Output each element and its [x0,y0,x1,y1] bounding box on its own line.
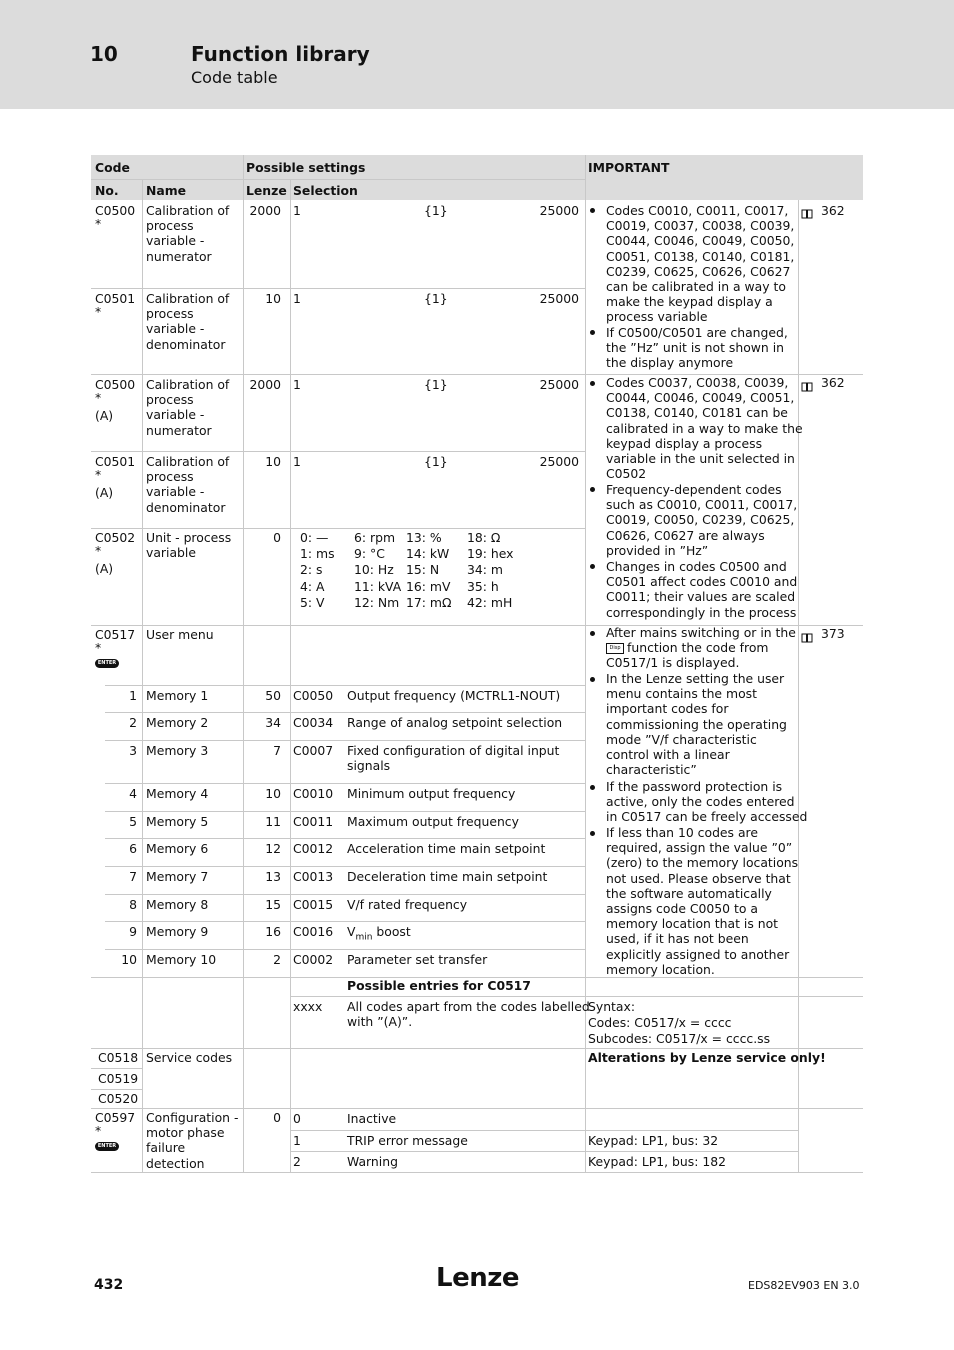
imp2-b2: C0019, C0050, C0239, C0625, [606,512,795,528]
memory-name: Memory 3 [146,743,209,758]
imp1-text2: the display anymore [606,355,734,371]
rule [142,179,143,200]
rule [142,200,143,1172]
c0597-name: motor phase [146,1125,225,1141]
header-possible: Possible settings [246,160,366,175]
c0500-name: numerator [146,248,212,264]
memory-lenze: 12 [265,841,281,856]
memory-desc: Minimum output frequency [347,786,516,801]
c0500a-mid: {1} [424,377,448,392]
c0517-b4: required, assign the value ”0” [606,840,793,856]
memory-desc: Maximum output frequency [347,814,519,829]
c0502-star: * [95,543,102,558]
c0517-b2: characteristic” [606,762,697,778]
c0517-star: * [95,640,102,655]
imp2-b3: C0501 affect codes C0010 and [606,574,798,590]
memory-name: Memory 1 [146,688,209,703]
bullet-icon [590,831,595,836]
c0501-max: 25000 [539,291,579,306]
memory-code: C0016 [293,924,334,939]
syntax-text: Subcodes: C0517/x = cccc.ss [588,1030,771,1046]
memory-desc: V/f rated frequency [347,897,468,912]
possible-xxxx-desc: with ”(A)”. [347,1014,413,1030]
c0500-star: * [95,216,102,231]
rule [105,838,585,839]
c0502-lenze: 0 [273,530,281,545]
c0500a-min: 1 [293,377,301,392]
bullet-icon [590,564,595,569]
memory-desc: Parameter set transfer [347,952,488,967]
disp-key-icon: Disp [606,643,624,654]
unit-option: 0: — [300,530,329,545]
c0517-b4: memory location that is not [606,916,779,932]
rule [243,200,244,1172]
c0597-name: failure [146,1140,186,1156]
c0500-name: process [146,218,194,234]
page-subtitle: Code table [191,68,278,87]
rule [91,179,585,180]
c0517-b3: If the password protection is [606,779,783,794]
imp2-b3: correspondingly in the process [606,604,797,620]
memory-no: 5 [129,814,137,829]
c0517-b3: active, only the codes entered [606,794,795,810]
imp2-b1: calibrated in a way to make the [606,420,803,436]
c0502-name: Unit - process [146,530,232,545]
rule [105,712,585,713]
c0517-b2: control with a linear [606,747,730,762]
rule [798,200,799,1172]
imp1-text2: the ”Hz” unit is not shown in [606,340,784,356]
unit-option: 34: m [467,562,503,578]
option-label: Inactive [347,1111,397,1126]
memory-code: C0013 [293,869,334,884]
rule [585,200,586,1172]
c0501-code: C0501 [95,291,136,306]
c0501a-ab: (A) [95,485,114,500]
bullet-icon [590,330,595,335]
page-number: 432 [94,1277,124,1293]
memory-code: C0034 [293,715,334,730]
c0500a-lenze: 2000 [249,377,281,392]
memory-lenze: 2 [273,952,281,967]
page-title: Function library [191,42,370,66]
rule [290,1151,798,1152]
bullet-icon [590,381,595,386]
book-icon [801,204,813,214]
c0501a-star: * [95,467,102,482]
rule [290,1130,798,1131]
memory-lenze: 7 [273,743,281,758]
c0501-name: process [146,306,194,322]
memory-no: 6 [129,841,137,856]
c0500-name: Calibration of [146,203,230,218]
c0500a-name: process [146,392,194,408]
c0501a-name: denominator [146,499,226,515]
rule [105,811,585,812]
c0500-code: C0500 [95,203,136,218]
memory-desc: signals [347,758,391,774]
rule [585,155,586,200]
memory-name: Memory 5 [146,814,209,829]
unit-option: 12: Nm [354,594,400,610]
c0501-mid: {1} [424,291,448,306]
memory-no: 8 [129,897,137,912]
possible-xxxx-desc: All codes apart from the codes labelled [347,999,590,1014]
c0517-code: C0517 [95,627,136,642]
rule [91,451,585,452]
header-no: No. [95,183,119,198]
c0501a-name: variable - [146,484,205,500]
unit-option: 42: mH [467,594,513,610]
c0500-min: 1 [293,203,301,218]
unit-option: 9: °C [354,546,385,562]
c0501-name: denominator [146,336,226,352]
memory-desc: $V_{min}$ boost [347,924,411,943]
header-selection: Selection [293,183,358,198]
c0517-b2: important codes for [606,701,729,717]
rule [91,1048,863,1049]
memory-lenze: 50 [265,688,281,703]
c0500a-code: C0500 [95,377,136,392]
c0517-ref: 373 [821,626,845,641]
memory-desc: Fixed configuration of digital input [347,743,560,758]
rule [105,783,585,784]
memory-name: Memory 9 [146,924,209,939]
unit-option: 19: hex [467,546,514,562]
service-code: C0518 [98,1050,139,1065]
c0517-b4: the software automatically [606,885,772,901]
bullet-icon [590,631,595,636]
memory-lenze: 11 [265,814,281,829]
c0502-ab: (A) [95,561,114,576]
memory-desc: Deceleration time main setpoint [347,869,548,884]
imp2-b1: variable in the unit selected in [606,451,795,466]
memory-code: C0010 [293,786,334,801]
imp1-text: C0019, C0037, C0038, C0039, [606,218,795,234]
possible-entries-head: Possible entries for C0517 [347,978,531,993]
imp2-b1: C0044, C0046, C0049, C0051, [606,390,795,406]
memory-desc: Range of analog setpoint selection [347,715,563,730]
c0517-b1: C0517/1 is displayed. [606,655,740,670]
service-note: Alterations by Lenze service only! [588,1050,826,1065]
memory-desc: Acceleration time main setpoint [347,841,546,856]
header-code: Code [95,160,130,175]
unit-option: 17: mΩ [406,594,452,610]
book-icon [801,628,813,638]
option-value: 1 [293,1133,301,1148]
header-band [0,0,954,109]
c0500a-star: * [95,390,102,405]
imp2-ref: 362 [821,375,845,390]
c0517-b4: explicitly assigned to another [606,946,790,962]
chapter-number: 10 [90,42,118,66]
c0517-b3: in C0517 can be freely accessed [606,809,808,825]
unit-option: 15: N [406,562,440,578]
unit-option: 4: A [300,578,325,594]
unit-option: 16: mV [406,578,451,594]
c0597-star: * [95,1123,102,1138]
rule [105,949,585,950]
memory-no: 2 [129,715,137,730]
option-note: Keypad: LP1, bus: 32 [588,1133,719,1148]
imp2-b1: keypad display a process [606,435,763,451]
unit-option: 13: % [406,530,442,545]
rule [91,288,585,289]
memory-code: C0015 [293,897,334,912]
c0501a-code: C0501 [95,454,136,469]
memory-no: 7 [129,869,137,884]
book-icon [801,377,813,387]
bullet-icon [590,487,595,492]
memory-name: Memory 8 [146,897,209,912]
rule [105,921,585,922]
rule [91,1108,863,1109]
memory-name: Memory 2 [146,715,209,730]
memory-no: 9 [129,924,137,939]
rule [290,200,291,1172]
c0517-b2: mode ”V/f characteristic [606,731,757,747]
imp1-text: can be calibrated in a way to [606,279,786,294]
imp2-b1: C0138, C0140, C0181 can be [606,405,788,421]
syntax-text: Codes: C0517/x = cccc [588,1014,732,1030]
rule [290,179,291,200]
imp1-text: make the keypad display a [606,294,773,310]
memory-name: Memory 10 [146,952,217,967]
imp2-b1: C0502 [606,466,647,482]
c0500a-name: variable - [146,407,205,423]
enter-key-icon: ENTER [95,659,119,668]
c0597-name: Configuration - [146,1110,239,1125]
c0597-code: C0597 [95,1110,136,1125]
rule [243,155,244,200]
c0597-lenze: 0 [273,1110,281,1125]
service-name: Service codes [146,1050,233,1065]
service-code: C0519 [98,1071,139,1086]
imp1-text: process variable [606,309,708,325]
enter-key-icon: ENTER [95,1142,119,1151]
c0501a-name: process [146,469,194,485]
c0517-b1: After mains switching or in the [606,625,796,640]
c0500a-name: numerator [146,422,212,438]
unit-option: 2: s [300,562,323,578]
c0500-name: variable - [146,233,205,249]
header-lenze: Lenze [246,183,287,198]
c0502-code: C0502 [95,530,136,545]
c0500-max: 25000 [539,203,579,218]
c0517-b4: (zero) to the memory locations [606,855,799,871]
memory-desc: Output frequency (MCTRL1-NOUT) [347,688,561,703]
imp2-b2: provided in ”Hz” [606,542,709,558]
memory-lenze: 16 [265,924,281,939]
c0501a-mid: {1} [424,454,448,469]
imp2-b2: such as C0010, C0011, C0017, [606,497,798,513]
imp1-text: C0051, C0138, C0140, C0181, [606,248,795,264]
c0500-lenze: 2000 [249,203,281,218]
memory-code: C0012 [293,841,334,856]
imp2-b2: C0626, C0627 are always [606,527,765,543]
memory-no: 4 [129,786,137,801]
unit-option: 1: ms [300,546,335,562]
c0501-name: Calibration of [146,291,230,306]
c0597-name: detection [146,1155,205,1171]
c0517-b2: menu contains the most [606,686,757,702]
c0517-b1: Disp function the code from [606,640,768,655]
imp2-b3: C0011; their values are scaled [606,589,796,605]
rule [105,894,585,895]
memory-code: C0050 [293,688,334,703]
imp1-text2: If C0500/C0501 are changed, [606,325,788,340]
rule [290,996,863,997]
c0501-min: 1 [293,291,301,306]
option-label: TRIP error message [347,1133,468,1148]
rule [91,1068,142,1069]
c0517-b4: used, if it has not been [606,931,749,947]
c0517-b4: assigns code C0050 to a [606,901,758,916]
rule [105,866,585,867]
imp2-b1: Codes C0037, C0038, C0039, [606,375,789,390]
option-note: Keypad: LP1, bus: 182 [588,1154,726,1169]
option-value: 0 [293,1111,301,1126]
imp1-text: C0044, C0046, C0049, C0050, [606,233,795,249]
c0501a-max: 25000 [539,454,579,469]
c0500a-name: Calibration of [146,377,230,392]
c0517-b2: In the Lenze setting the user [606,671,785,686]
c0501-name: variable - [146,321,205,337]
unit-option: 35: h [467,578,499,594]
memory-lenze: 13 [265,869,281,884]
memory-name: Memory 6 [146,841,209,856]
unit-option: 18: Ω [467,530,501,545]
rule [91,528,585,529]
c0500a-max: 25000 [539,377,579,392]
c0501a-lenze: 10 [265,454,281,469]
c0517-b4: not used. Please observe that [606,870,791,886]
c0502-name: variable [146,545,196,561]
imp2-b2: Frequency-dependent codes [606,482,782,497]
rule [91,1089,142,1090]
unit-option: 11: kVA [354,578,402,594]
memory-code: C0011 [293,814,334,829]
c0500a-ab: (A) [95,408,114,423]
c0501a-name: Calibration of [146,454,230,469]
unit-option: 6: rpm [354,530,396,545]
option-value: 2 [293,1154,301,1169]
imp1-ref: 362 [821,203,845,218]
rule [91,1172,863,1173]
header-name: Name [146,183,187,198]
imp1-text: Codes C0010, C0011, C0017, [606,203,789,218]
syntax-text: Syntax: [588,999,636,1014]
service-code: C0520 [98,1091,139,1106]
memory-code: C0002 [293,952,334,967]
memory-no: 1 [129,688,137,703]
imp2-b3: Changes in codes C0500 and [606,559,787,574]
c0517-b4: If less than 10 codes are [606,825,758,840]
c0501a-min: 1 [293,454,301,469]
memory-no: 3 [129,743,137,758]
unit-option: 10: Hz [354,562,394,578]
c0517-b4: memory location. [606,961,715,977]
c0500-mid: {1} [424,203,448,218]
c0517-b2: commissioning the operating [606,716,787,732]
imp1-text: C0239, C0625, C0626, C0627 [606,263,791,279]
memory-lenze: 34 [265,715,281,730]
memory-name: Memory 4 [146,786,209,801]
memory-name: Memory 7 [146,869,209,884]
rule [105,685,585,686]
bullet-icon [590,677,595,682]
memory-no: 10 [121,952,137,967]
unit-option: 5: V [300,594,325,610]
memory-lenze: 10 [265,786,281,801]
rule [105,740,585,741]
document-id: EDS82EV903 EN 3.0 [748,1279,860,1292]
header-important: IMPORTANT [588,160,670,175]
memory-lenze: 15 [265,897,281,912]
c0501-lenze: 10 [265,291,281,306]
possible-xxxx: xxxx [293,999,323,1014]
bullet-icon [590,208,595,213]
unit-option: 14: kW [406,546,450,562]
option-label: Warning [347,1154,398,1169]
bullet-icon [590,785,595,790]
c0517-name: User menu [146,627,214,642]
lenze-logo: Lenze [436,1263,519,1293]
c0501-star: * [95,304,102,319]
memory-code: C0007 [293,743,334,758]
